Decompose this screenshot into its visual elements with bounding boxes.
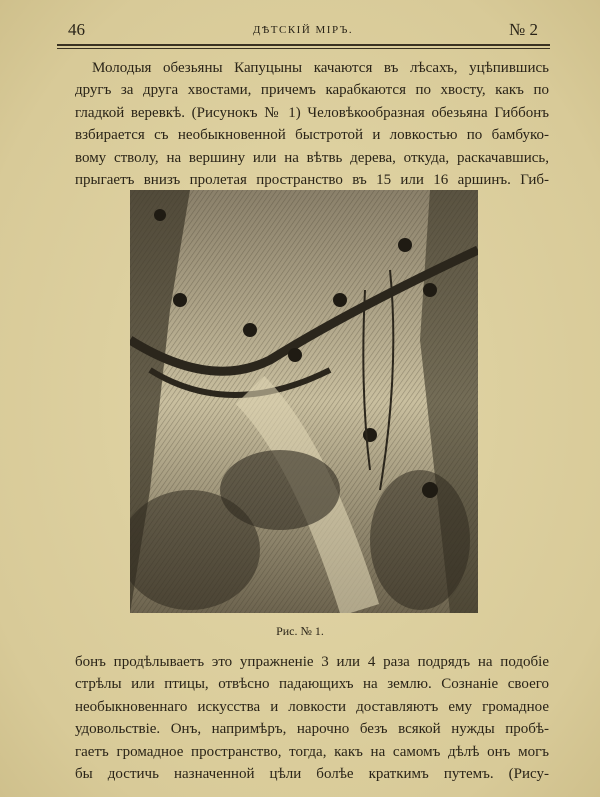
text-line: вому стволу, на вершину или на вѣтвь дерева, откуда, раскачавшись, — [75, 149, 549, 166]
text-line: гладкой веревкѣ. (Рисунокъ № 1) Человѣкообразная обезьяна Гиббонъ — [75, 104, 549, 121]
text-line: стрѣлы или птицы, отвѣсно падающихъ на землю. Сознаніе своего — [75, 676, 549, 693]
journal-title: ДѢТСКІЙ МІРЪ. — [252, 24, 354, 36]
text-line: прыгаетъ внизъ пролетая пространство въ 15 или 16 аршинъ. Гиб- — [75, 171, 549, 188]
text-line: бы достичь назначенной цѣли болѣе краткимъ путемъ. (Рису- — [75, 765, 549, 782]
text-line: необыкновеннаго искусства и ловкости доставляютъ ему громадное — [75, 698, 549, 715]
top-paragraph — [75, 57, 549, 191]
header-rule-thin — [57, 48, 550, 49]
text-line: бонъ продѣлываетъ это упражненіе 3 или 4 раза подрядъ на подобіе — [75, 654, 549, 670]
issue-number: № 2 — [509, 20, 538, 39]
running-header — [68, 20, 538, 42]
text-line: гаетъ громадное пространство, тогда, какъ на самомъ дѣлѣ онъ могъ — [75, 743, 549, 760]
text-line: взбирается съ необыкновенной быстротой и ловкостью по бамбуко- — [75, 127, 549, 144]
engraving-monkeys-in-jungle — [130, 190, 478, 613]
page-number: 46 — [68, 20, 85, 39]
text-line: удовольствіе. Онъ, напримѣръ, нарочно безъ всякой нужды пробѣ- — [75, 721, 549, 738]
bottom-paragraph — [75, 651, 549, 785]
figure-caption: Рис. № 1. — [276, 624, 324, 638]
text-line: другъ за друга хвостами, причемъ карабкаются по хвосту, какъ по — [75, 82, 549, 99]
header-rule — [57, 44, 550, 46]
text-line: Молодыя обезьяны Капуцыны качаются въ лѣсахъ, уцѣпившись — [92, 60, 549, 76]
